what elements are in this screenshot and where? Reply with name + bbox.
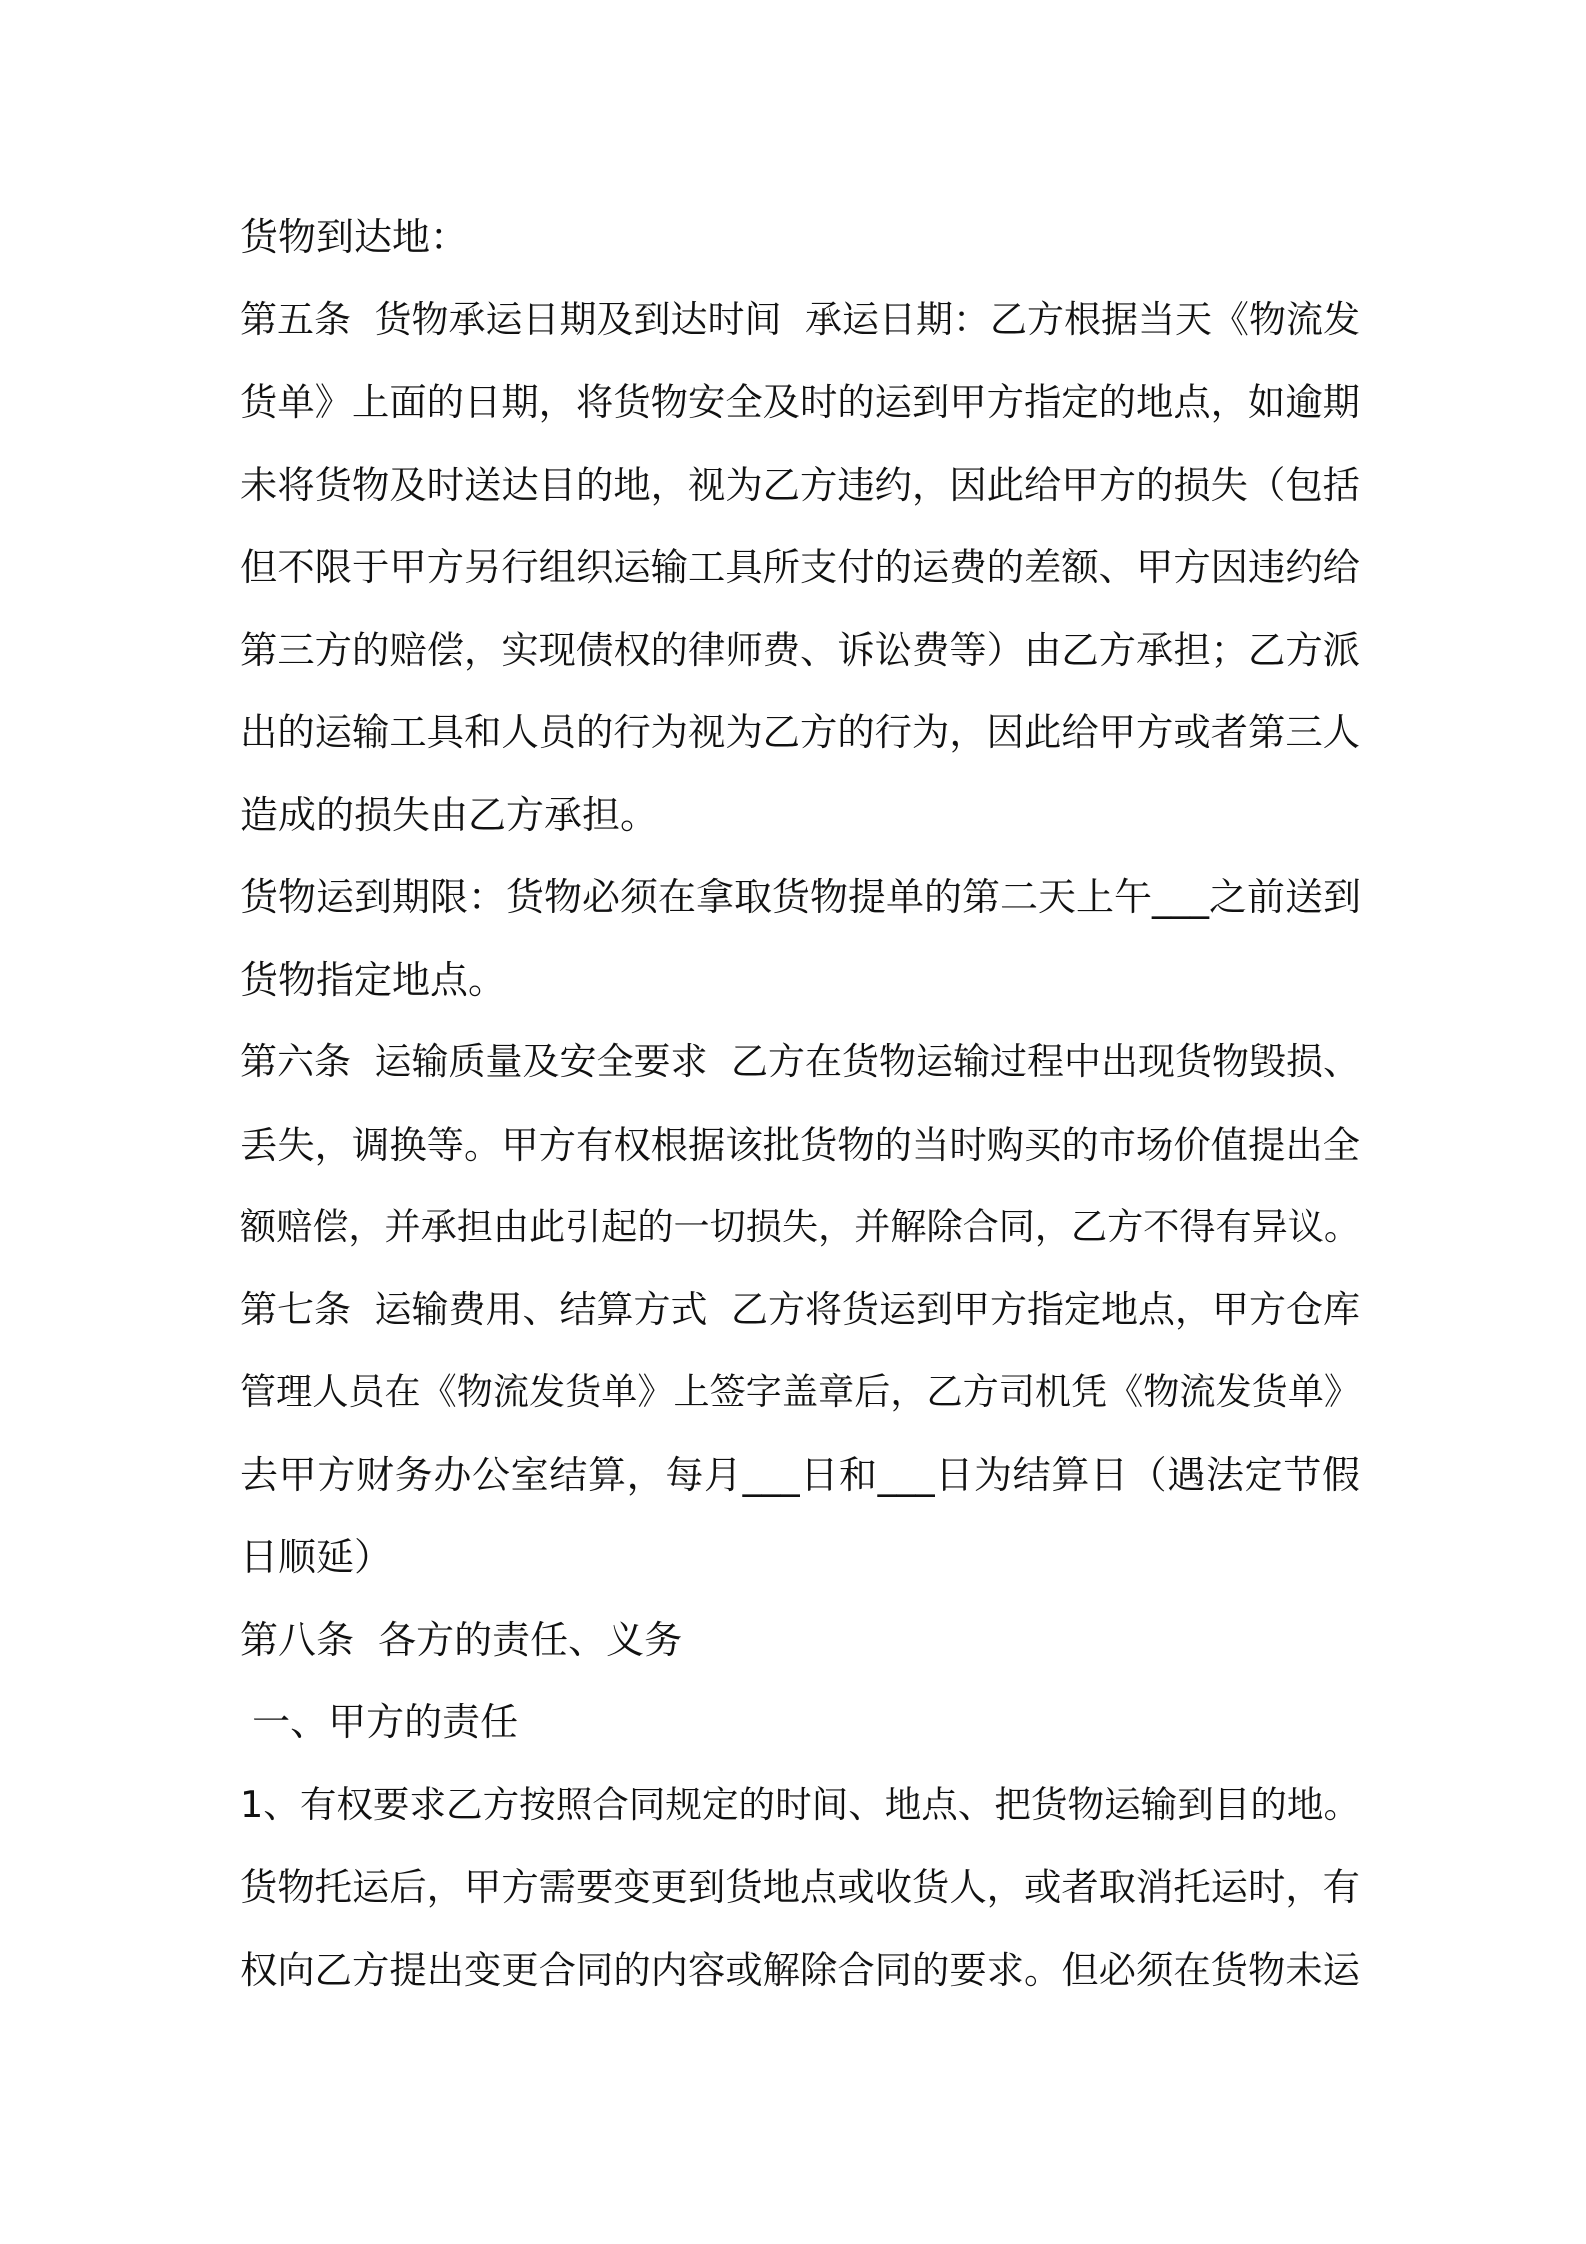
text-line: 第八条 各方的责任、义务 [240, 1617, 683, 1662]
text-line: 第三方的赔偿，实现债权的律师费、诉讼费等）由乙方承担；乙方派 [240, 627, 1360, 672]
text-line: 货物运到期限：货物必须在拿取货物提单的第二天上午___之前送到 [240, 875, 1362, 919]
text-line: 出的运输工具和人员的行为视为乙方的行为，因此给甲方或者第三人 [240, 710, 1360, 754]
text-line: 货物托运后，甲方需要变更到货地点或收货人，或者取消托运时，有 [240, 1865, 1360, 1909]
text-line: 管理人员在《物流发货单》上签字盖章后，乙方司机凭《物流发货单》 [240, 1370, 1360, 1413]
text-line: 货单》上面的日期，将货物安全及时的运到甲方指定的地点，如逾期 [240, 380, 1360, 424]
contract-text [240, 196, 1360, 2011]
text-line: 一、甲方的责任 [240, 1700, 519, 1744]
text-line: 日顺延） [240, 1535, 393, 1579]
text-line: 权向乙方提出变更合同的内容或解除合同的要求。但必须在货物未运 [240, 1947, 1360, 1992]
text-line: 额赔偿，并承担由此引起的一切损失，并解除合同，乙方不得有异议。 [240, 1205, 1360, 1248]
text-line: 第七条 运输费用、结算方式 乙方将货运到甲方指定地点，甲方仓库 [240, 1287, 1361, 1331]
text-line: 未将货物及时送达目的地，视为乙方违约，因此给甲方的损失（包括 [240, 462, 1360, 507]
text-line: 第五条 货物承运日期及到达时间 承运日期：乙方根据当天《物流发 [240, 297, 1361, 341]
text-line: 造成的损失由乙方承担。 [240, 792, 659, 837]
text-line: 第六条 运输质量及安全要求 乙方在货物运输过程中出现货物毁损、 [240, 1040, 1361, 1083]
text-line: 但不限于甲方另行组织运输工具所支付的运费的差额、甲方因违约给 [240, 545, 1360, 589]
text-line: 去甲方财务办公室结算，每月___日和___日为结算日（遇法定节假 [240, 1452, 1360, 1497]
text-line: 货物指定地点。 [240, 957, 507, 1002]
text-line: 1、有权要求乙方按照合同规定的时间、地点、把货物运输到目的地。 [240, 1782, 1360, 1826]
text-line: 货物到达地： [240, 215, 469, 259]
text-line: 丢失，调换等。甲方有权根据该批货物的当时购买的市场价值提出全 [240, 1122, 1360, 1167]
